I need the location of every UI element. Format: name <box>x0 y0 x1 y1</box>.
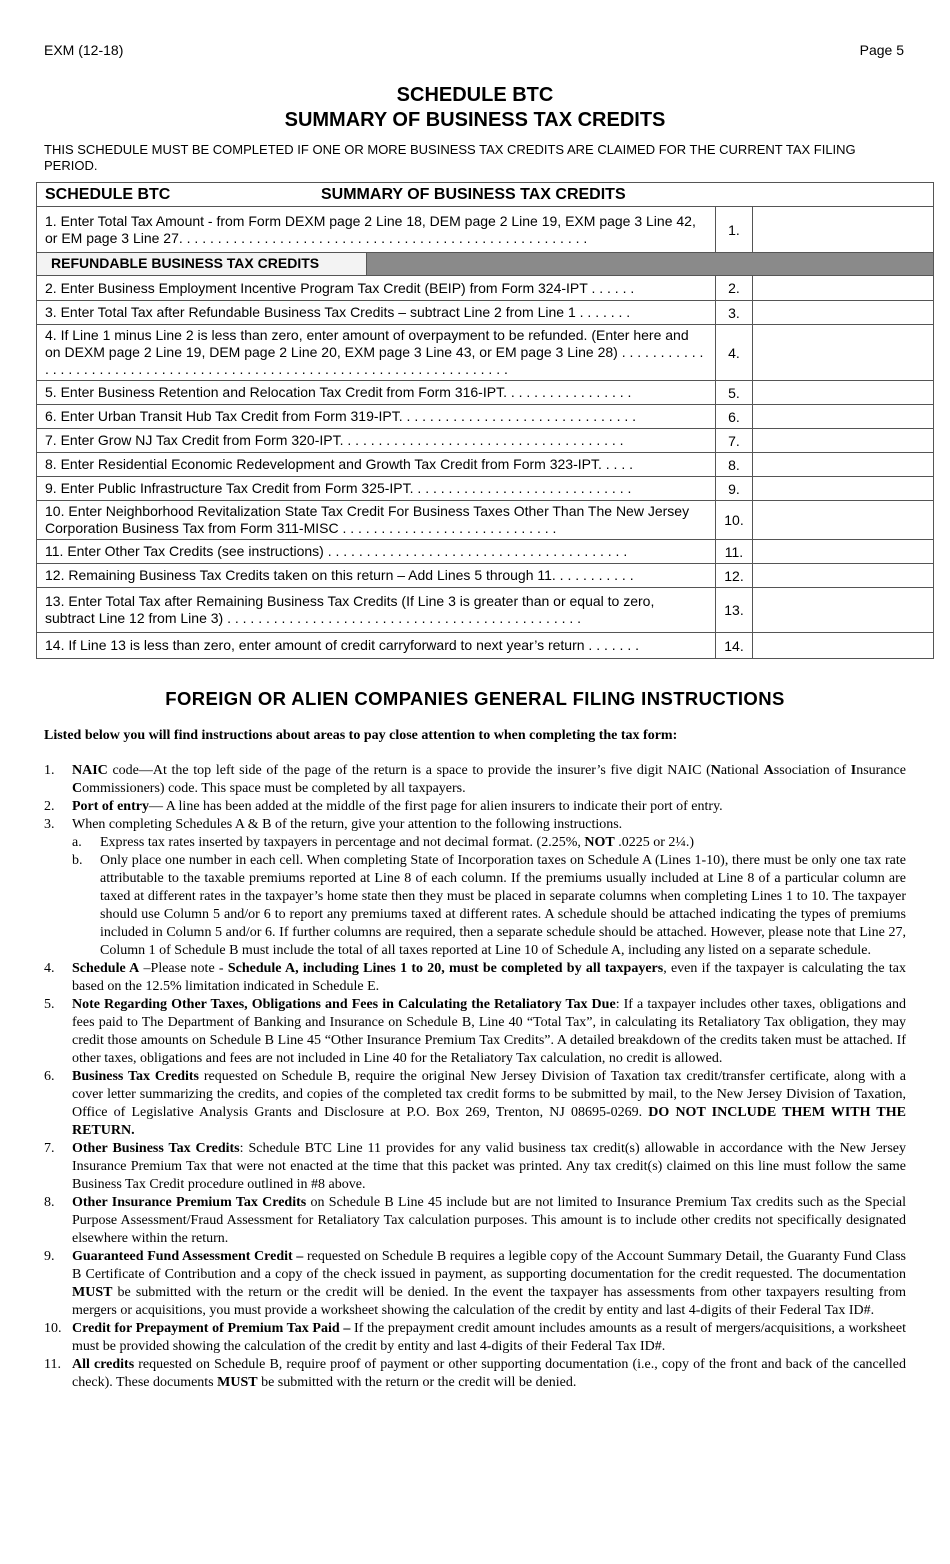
table-row <box>37 633 934 659</box>
item-text-bold: C <box>72 781 83 796</box>
intro-text: THIS SCHEDULE MUST BE COMPLETED IF ONE OR MORE BUSINESS TAX CREDITS ARE CLAIMED FOR THE CURRENT TAX FILING PERIOD. <box>44 142 856 173</box>
list-item <box>44 960 906 996</box>
item-term: Schedule A <box>72 961 140 976</box>
item-text: on Schedule B Line 45 include but are not limited to Insurance Premium Tax credits such as the Special Purpose Assessment/Fraud Assessment for Retaliatory Tax calculation purposes. This amount is to include other credits not specifically designated elsewhere within the return. <box>72 1195 907 1246</box>
item-text: ssociation of <box>773 763 851 778</box>
table-row <box>37 453 934 477</box>
item-term: Credit for Prepayment of Premium Tax Paid – <box>72 1321 351 1336</box>
table-row <box>37 325 934 381</box>
line-description: 8. Enter Residential Economic Redevelopment and Growth Tax Credit from Form 323-IPT. . . . . <box>37 453 716 477</box>
line-description: 14. If Line 13 is less than zero, enter amount of credit carryforward to next year’s return . . . . . . . <box>37 633 716 659</box>
item-term: Other Insurance Premium Tax Credits <box>72 1195 307 1210</box>
item-text-bold: A <box>763 763 774 778</box>
line-number: 4. <box>715 325 752 381</box>
line-number: 5. <box>715 381 752 405</box>
item-term: Other Business Tax Credits <box>72 1141 240 1156</box>
item-text: .0225 or 2¼.) <box>614 835 695 850</box>
line-description: 2. Enter Business Employment Incentive Program Tax Credit (BEIP) from Form 324-IPT . . . . . . <box>37 276 716 301</box>
item-text: code—At the top left side of the page of the return is a space to provide the insurer’s five digit NAIC ( <box>107 763 711 778</box>
line-description: 12. Remaining Business Tax Credits taken on this return – Add Lines 5 through 11. . . . . . . . . . . <box>37 564 716 588</box>
line-description: 13. Enter Total Tax after Remaining Business Tax Credits (If Line 3 is greater than or equal to zero, subtract Line 12 from Line 3) . . . . . . . . . . . . . . . . . . . . . . . . . . . . . . . . . . . . . . . . . . . . . . <box>37 588 716 633</box>
item-text: : If a taxpayer includes other taxes, obligations and fees paid to The Department of Banking and Insurance on Schedule B, Line 40 “Total Tax”, in calculating its Retaliatory Tax obligation, they may credit those amounts on Schedule B Line 45 “Other Insurance Premium Tax Credits”. A detailed breakdown of the credits taken must be attached. If other taxes, obligations and fees are not included in Line 40 for the Retaliatory Tax calculation, no credit is allowed. <box>72 997 906 1066</box>
amount-field-10[interactable] <box>752 501 933 540</box>
line-number: 12. <box>715 564 752 588</box>
item-number: 2. <box>44 799 55 814</box>
line-description: 7. Enter Grow NJ Tax Credit from Form 320-IPT. . . . . . . . . . . . . . . . . . . . . . . . . . . . . . . . . . . . . <box>37 429 716 453</box>
line-number: 14. <box>715 633 752 659</box>
item-text: : Schedule BTC Line 11 provides for any valid business tax credit(s) allowable in accordance with the New Jersey Insurance Premium Tax that were not enacted at the time that this packet was printed. Any tax credit(s) claimed on this line must follow the same Business Tax Credit procedure outlined in #8 above. <box>72 1141 906 1192</box>
line-number: 6. <box>715 405 752 429</box>
table-header-right: SUMMARY OF BUSINESS TAX CREDITS <box>321 185 626 203</box>
item-text: If the prepayment credit amount includes amounts as a result of mergers/acquisitions, a worksheet must be provided showing the calculation of the credit by entity and last 4-digits of their Federal Tax ID#. <box>72 1321 906 1354</box>
table-row <box>37 405 934 429</box>
item-number: b. <box>72 853 83 868</box>
item-text: requested on Schedule B, require the original New Jersey Division of Taxation tax credit/transfer certificate, along with a cover letter summarizing the credits, and copies of the completed tax credit forms to be submitted by mail, to the New Jersey Division of Taxation, Office of Legislative Analysis Grants and Disclosure at P.O. Box 269, Trenton, NJ 08695-0269. <box>72 1069 907 1120</box>
item-text: When completing Schedules A & B of the return, give your attention to the following instructions. <box>72 817 623 832</box>
item-text-bold: I <box>850 763 857 778</box>
amount-field-13[interactable] <box>752 588 933 633</box>
item-text: requested on Schedule B requires a legible copy of the Account Summary Detail, the Guaranty Fund Class B Certificate of Contribution and a copy of the check issued in payment, as supporting documentation for the credit requested. The documentation <box>72 1249 906 1282</box>
amount-field-14[interactable] <box>752 633 933 659</box>
item-number: 9. <box>44 1249 55 1264</box>
form-code: EXM (12-18) <box>44 42 124 58</box>
line-description: 3. Enter Total Tax after Refundable Business Tax Credits – subtract Line 2 from Line 1 . . . . . . . <box>37 301 716 325</box>
table-row <box>37 564 934 588</box>
line-description: 11. Enter Other Tax Credits (see instructions) . . . . . . . . . . . . . . . . . . . . . . . . . . . . . . . . . . . . . . . <box>37 540 716 564</box>
item-number: 4. <box>44 961 55 976</box>
item-number: 10. <box>44 1321 62 1336</box>
page-number: Page 5 <box>859 42 904 58</box>
line-number: 1. <box>715 207 752 253</box>
table-row <box>37 540 934 564</box>
item-number: 6. <box>44 1069 55 1084</box>
list-item <box>44 798 906 816</box>
schedule-subtitle: SUMMARY OF BUSINESS TAX CREDITS <box>284 109 666 131</box>
item-number: 3. <box>44 817 55 832</box>
item-text-bold: MUST <box>217 1375 258 1390</box>
item-number: 1. <box>44 763 55 778</box>
instructions-lead: Listed below you will find instructions about areas to pay close attention to when completing the tax form: <box>44 728 678 743</box>
line-number: 9. <box>715 477 752 501</box>
table-row <box>37 429 934 453</box>
amount-field-2[interactable] <box>752 276 933 301</box>
amount-field-1[interactable] <box>752 207 933 253</box>
line-description: 5. Enter Business Retention and Relocation Tax Credit from Form 316-IPT. . . . . . . . . . . . . . . . . <box>37 381 716 405</box>
item-text-bold: N <box>710 763 721 778</box>
line-number: 10. <box>715 501 752 540</box>
table-header-left: SCHEDULE BTC <box>45 185 171 203</box>
item-text: nsurance <box>856 763 906 778</box>
item-text-bold: DO NOT INCLUDE THEM WITH THE RETURN. <box>72 1105 906 1138</box>
amount-field-6[interactable] <box>752 405 933 429</box>
line-number: 3. <box>715 301 752 325</box>
item-number: 11. <box>44 1357 61 1372</box>
item-number: 5. <box>44 997 55 1012</box>
item-text-bold: NOT <box>584 835 615 850</box>
table-row <box>37 301 934 325</box>
line-description: 10. Enter Neighborhood Revitalization State Tax Credit For Business Taxes Other Than The New Jersey Corporation Business Tax from Form 311-MISC . . . . . . . . . . . . . . . . . . . . . . . . . . . . <box>37 501 716 540</box>
list-item <box>44 1194 906 1248</box>
item-text: –Please note - <box>139 961 228 976</box>
item-term: Note Regarding Other Taxes, Obligations and Fees in Calculating the Retaliatory Tax Due <box>72 997 616 1012</box>
table-row <box>37 381 934 405</box>
line-description: 1. Enter Total Tax Amount - from Form DEXM page 2 Line 18, DEM page 2 Line 19, EXM page 3 Line 42, or EM page 3 Line 27. . . . . . . . . . . . . . . . . . . . . . . . . . . . . . . . . . . . . . . . . . . . . . . . . . . . . <box>37 207 716 253</box>
item-number: 7. <box>44 1141 55 1156</box>
table-header-row <box>37 183 934 207</box>
item-text: ommissioners) code. This space must be completed by all taxpayers. <box>82 781 466 796</box>
btc-table <box>36 182 934 659</box>
line-number: 13. <box>715 588 752 633</box>
list-item <box>44 996 906 1068</box>
list-item <box>44 1320 906 1356</box>
list-subitem <box>44 834 906 852</box>
line-number: 11. <box>715 540 752 564</box>
item-text: ational <box>720 763 764 778</box>
item-number: 8. <box>44 1195 55 1210</box>
amount-field-11[interactable] <box>752 540 933 564</box>
item-text: Only place one number in each cell. When completing State of Incorporation taxes on Schedule A (Lines 1-10), there must be only one tax rate attributable to the taxable premiums reported at Line 8 of each column. If the premiums usually included at Line 8 of a particular column are taxed at different rates in the taxpayer’s home state then they must be placed in separate columns when completing Lines 1 to 10. The taxpayer should use Column 5 and/or 6 to report any premiums taxed at different rates. A schedule should be attached indicating the types of premiums included in Column 5 and/or 6. If further columns are required, then a separate schedule should be attached. However, please note that Line 27, Column 1 of Schedule B must include the total of all taxes reported at Line 10 of Schedule A, including any listed on a separate schedule. <box>100 853 906 958</box>
amount-field-7[interactable] <box>752 429 933 453</box>
item-text: , even if the taxpayer is calculating the tax based on the 12.5% limitation indicated in Schedule E. <box>72 961 906 994</box>
foreign-instructions-title: FOREIGN OR ALIEN COMPANIES GENERAL FILING INSTRUCTIONS <box>165 688 785 709</box>
table-row <box>37 588 934 633</box>
item-text-bold: Schedule A, including Lines 1 to 20, must be completed by all taxpayers <box>227 961 664 976</box>
line-number: 8. <box>715 453 752 477</box>
item-text: be submitted with the return or the credit will be denied. <box>257 1375 577 1390</box>
instructions-list <box>44 762 906 1392</box>
list-item <box>44 762 906 798</box>
item-term: Guaranteed Fund Assessment Credit – <box>72 1249 304 1264</box>
table-row <box>37 501 934 540</box>
list-item <box>44 1068 906 1140</box>
line-number: 2. <box>715 276 752 301</box>
section-shading <box>367 253 933 275</box>
refundable-section-row <box>37 253 934 276</box>
item-number: a. <box>72 835 82 850</box>
schedule-title: SCHEDULE BTC <box>396 84 554 106</box>
table-row <box>37 276 934 301</box>
list-subitem <box>44 852 906 960</box>
item-term: Business Tax Credits <box>72 1069 199 1084</box>
list-item <box>44 1248 906 1320</box>
line-number: 7. <box>715 429 752 453</box>
item-text-bold: MUST <box>72 1285 113 1300</box>
amount-field-5[interactable] <box>752 381 933 405</box>
line-description: 9. Enter Public Infrastructure Tax Credit from Form 325-IPT. . . . . . . . . . . . . . . . . . . . . . . . . . . . . <box>37 477 716 501</box>
item-text: be submitted with the return or the credit will be denied. In the event the taxpayer has assessments from other taxpayers resulting from mergers or acquisitions, you must provide a worksheet showing the calculation of the credit by entity and last 4-digits of their Federal Tax ID#. <box>72 1285 906 1318</box>
refundable-section <box>37 253 934 276</box>
item-term: NAIC <box>72 763 108 778</box>
amount-field-12[interactable] <box>752 564 933 588</box>
item-text: — A line has been added at the middle of the first page for alien insurers to indicate their port of entry. <box>148 799 723 814</box>
item-term: All credits <box>72 1357 135 1372</box>
item-text: requested on Schedule B, require proof of payment or other supporting documentation (i.e., copy of the front and back of the cancelled check). These documents <box>72 1357 906 1390</box>
list-item <box>44 1140 906 1194</box>
amount-field-4[interactable] <box>752 325 933 381</box>
amount-field-8[interactable] <box>752 453 933 477</box>
list-item <box>44 816 906 834</box>
item-term: Port of entry <box>72 799 149 814</box>
amount-field-3[interactable] <box>752 301 933 325</box>
amount-field-9[interactable] <box>752 477 933 501</box>
table-row <box>37 477 934 501</box>
table-header <box>37 183 934 207</box>
line-description: 4. If Line 1 minus Line 2 is less than zero, enter amount of overpayment to be refunded. (Enter here and on DEXM page 2 Line 19, DEM page 2 Line 20, EXM page 3 Line 43, or EM page 3 Line 28) . . . . . . . . . . . . . . . . . . . . . . . . . . . . . . . . . . . . . . . . . . . . . . . . . . . . . . . . . . . . . . . . . . . . . . . <box>37 325 716 381</box>
table-row <box>37 207 934 253</box>
line-description: 6. Enter Urban Transit Hub Tax Credit from Form 319-IPT. . . . . . . . . . . . . . . . . . . . . . . . . . . . . . . <box>37 405 716 429</box>
item-text: Express tax rates inserted by taxpayers in percentage and not decimal format. (2.25%, <box>100 835 585 850</box>
refundable-section-label: REFUNDABLE BUSINESS TAX CREDITS <box>37 253 367 275</box>
list-item <box>44 1356 906 1392</box>
